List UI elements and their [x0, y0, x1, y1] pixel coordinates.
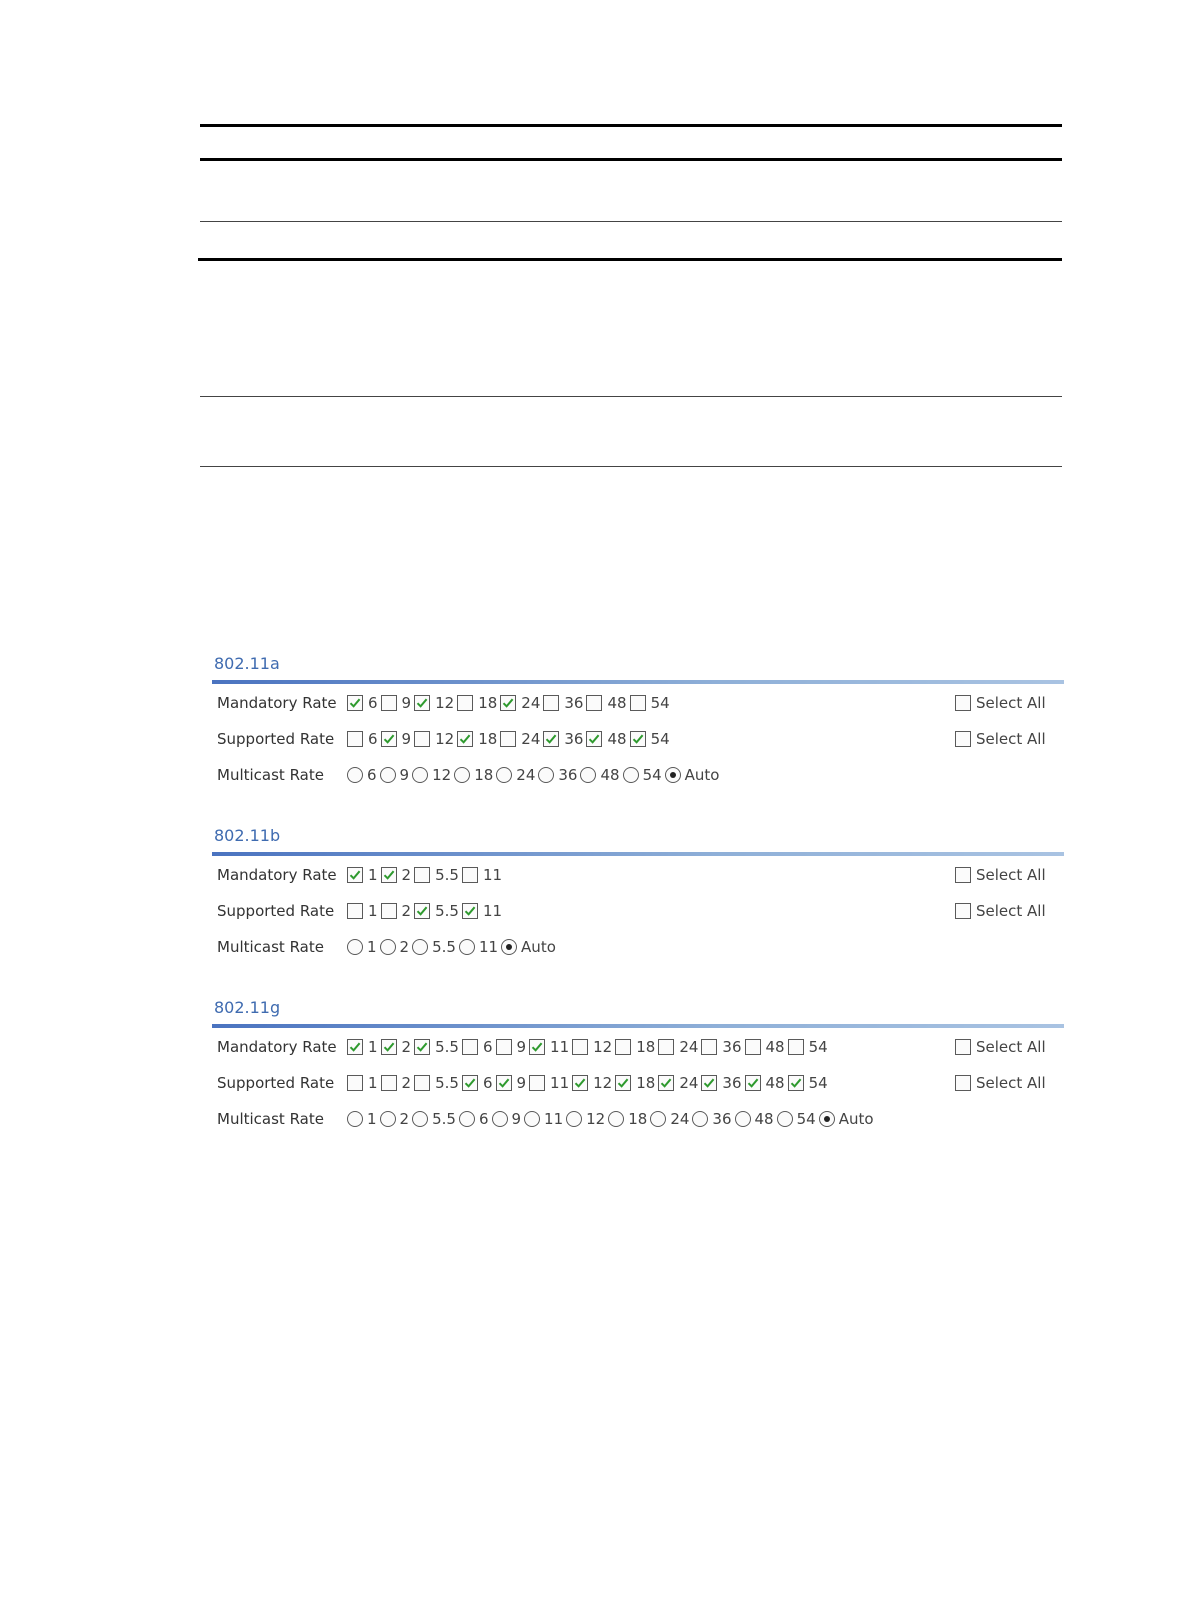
rate-option-label: 54: [650, 694, 670, 712]
multicast-option-label: 1: [367, 1110, 377, 1128]
rate-option-label: 54: [808, 1074, 828, 1092]
multicast-option-54[interactable]: [623, 766, 662, 784]
select-all-mandatory[interactable]: [955, 694, 1046, 712]
multicast-option-5-5[interactable]: [412, 1110, 456, 1128]
rate-option-label: 12: [593, 1074, 613, 1092]
table-2-bottom-rule: [200, 466, 1062, 467]
rate-option-36[interactable]: [543, 694, 583, 712]
checkbox-checked[interactable]: [500, 695, 516, 711]
rate-option-label: 1: [368, 902, 378, 920]
multicast-option-label: 36: [558, 766, 578, 784]
mandatory-rate-row: [212, 692, 1064, 720]
mandatory-rate-options: [347, 1038, 831, 1056]
checkbox-unchecked[interactable]: [347, 903, 363, 919]
radio-unselected[interactable]: [380, 1111, 396, 1127]
rate-option-label: 6: [368, 730, 378, 748]
rate-option-label: 54: [808, 1038, 828, 1056]
rate-option-18[interactable]: [615, 1074, 655, 1092]
rate-option-1[interactable]: [347, 1074, 378, 1092]
radio-unselected[interactable]: [524, 1111, 540, 1127]
multicast-option-label: Auto: [838, 1110, 874, 1128]
rate-option-36[interactable]: [543, 730, 583, 748]
checkbox-checked[interactable]: [572, 1075, 588, 1091]
rate-option-label: 36: [722, 1038, 742, 1056]
select-all-supported[interactable]: [955, 1074, 1046, 1092]
checkbox-checked[interactable]: [615, 1075, 631, 1091]
rate-option-6[interactable]: [347, 730, 378, 748]
rate-option-5-5[interactable]: [414, 866, 459, 884]
multicast-option-label: 11: [478, 938, 499, 956]
select-all-supported[interactable]: [955, 730, 1046, 748]
select-all-label: Select All: [976, 1074, 1046, 1092]
radio-unselected[interactable]: [692, 1111, 708, 1127]
rate-section-80211g: [212, 998, 1064, 1138]
rate-option-label: 6: [482, 1074, 493, 1092]
multicast-option-label: 11: [544, 1110, 564, 1128]
section-title: 802.11b: [214, 826, 281, 845]
checkbox-unchecked[interactable]: [955, 903, 971, 919]
rate-option-label: 9: [401, 694, 412, 712]
rate-option-label: 1: [368, 1038, 378, 1056]
checkbox-unchecked[interactable]: [658, 1039, 674, 1055]
rate-option-label: 5.5: [435, 866, 459, 884]
radio-unselected[interactable]: [459, 939, 475, 955]
checkbox-checked[interactable]: [630, 731, 646, 747]
radio-selected[interactable]: [501, 939, 517, 955]
rate-option-5-5[interactable]: [414, 1074, 459, 1092]
supported-rate-options: [347, 730, 673, 748]
multicast-option-11[interactable]: [524, 1110, 563, 1128]
multicast-option-label: Auto: [684, 766, 720, 784]
rate-option-label: 12: [435, 730, 455, 748]
multicast-option-48[interactable]: [580, 766, 619, 784]
checkbox-checked[interactable]: [347, 695, 363, 711]
rate-option-label: 18: [478, 730, 498, 748]
radio-unselected[interactable]: [623, 767, 639, 783]
rate-option-36[interactable]: [701, 1038, 741, 1056]
radio-unselected[interactable]: [777, 1111, 793, 1127]
rate-option-36[interactable]: [701, 1074, 741, 1092]
select-all-label: Select All: [976, 694, 1046, 712]
rate-option-24[interactable]: [658, 1038, 698, 1056]
section-title: 802.11g: [214, 998, 281, 1017]
rate-option-18[interactable]: [457, 694, 497, 712]
checkbox-unchecked[interactable]: [414, 731, 430, 747]
multicast-option-label: Auto: [521, 938, 556, 956]
rate-option-6[interactable]: [462, 1074, 493, 1092]
checkbox-unchecked[interactable]: [745, 1039, 761, 1055]
radio-unselected[interactable]: [566, 1111, 582, 1127]
checkbox-unchecked[interactable]: [615, 1039, 631, 1055]
radio-unselected[interactable]: [735, 1111, 751, 1127]
checkbox-unchecked[interactable]: [955, 867, 971, 883]
multicast-option-12[interactable]: [566, 1110, 605, 1128]
multicast-option-label: 36: [712, 1110, 732, 1128]
radio-unselected[interactable]: [608, 1111, 624, 1127]
radio-unselected[interactable]: [380, 767, 396, 783]
rate-option-label: 48: [607, 730, 627, 748]
rate-option-label: 9: [401, 730, 412, 748]
rate-option-label: 24: [679, 1038, 699, 1056]
rate-option-48[interactable]: [745, 1074, 785, 1092]
rate-option-2[interactable]: [381, 902, 412, 920]
checkbox-unchecked[interactable]: [955, 1075, 971, 1091]
checkbox-unchecked[interactable]: [630, 695, 646, 711]
rate-section-80211a: [212, 654, 1064, 794]
checkbox-unchecked[interactable]: [414, 1075, 430, 1091]
radio-unselected[interactable]: [492, 1111, 508, 1127]
checkbox-checked[interactable]: [414, 903, 430, 919]
rate-option-11[interactable]: [529, 1074, 569, 1092]
multicast-option-label: 1: [367, 938, 377, 956]
table-row-divider: [200, 221, 1062, 222]
rate-option-6[interactable]: [347, 694, 378, 712]
multicast-option-36[interactable]: [692, 1110, 731, 1128]
select-all-supported[interactable]: [955, 902, 1046, 920]
rate-option-1[interactable]: [347, 866, 378, 884]
checkbox-unchecked[interactable]: [701, 1039, 717, 1055]
multicast-option-2[interactable]: [380, 1110, 410, 1128]
rate-option-label: 11: [482, 866, 503, 884]
table-2-top-rule: [200, 396, 1062, 397]
rate-option-label: 11: [550, 1074, 570, 1092]
rate-option-12[interactable]: [414, 730, 454, 748]
checkbox-checked[interactable]: [381, 731, 397, 747]
multicast-option-24[interactable]: [650, 1110, 689, 1128]
rate-option-12[interactable]: [572, 1038, 612, 1056]
rate-option-48[interactable]: [745, 1038, 785, 1056]
rate-option-11[interactable]: [529, 1038, 569, 1056]
mandatory-rate-options: [347, 694, 673, 712]
rate-option-5-5[interactable]: [414, 902, 459, 920]
rate-option-48[interactable]: [586, 730, 626, 748]
mandatory-rate-label: Mandatory Rate: [217, 866, 337, 884]
radio-unselected[interactable]: [538, 767, 554, 783]
mandatory-rate-row: [212, 864, 1064, 892]
radio-unselected[interactable]: [412, 1111, 428, 1127]
select-all-mandatory[interactable]: [955, 1038, 1046, 1056]
rate-option-54[interactable]: [788, 1074, 828, 1092]
rate-section-80211b: [212, 826, 1064, 966]
radio-unselected[interactable]: [347, 1111, 363, 1127]
checkbox-unchecked[interactable]: [347, 731, 363, 747]
multicast-option-label: 2: [399, 1110, 410, 1128]
rate-option-11[interactable]: [462, 902, 502, 920]
multicast-option-6[interactable]: [459, 1110, 489, 1128]
rate-option-label: 18: [636, 1038, 656, 1056]
rate-option-54[interactable]: [630, 730, 670, 748]
mandatory-rate-label: Mandatory Rate: [217, 694, 337, 712]
supported-rate-label: Supported Rate: [217, 730, 335, 748]
rate-option-12[interactable]: [572, 1074, 612, 1092]
multicast-rate-options: [347, 766, 722, 784]
rate-option-24[interactable]: [500, 694, 540, 712]
multicast-option-18[interactable]: [608, 1110, 647, 1128]
rate-option-label: 24: [679, 1074, 699, 1092]
checkbox-unchecked[interactable]: [788, 1039, 804, 1055]
multicast-option-label: 24: [670, 1110, 690, 1128]
checkbox-checked[interactable]: [658, 1075, 674, 1091]
multicast-rate-options: [347, 1110, 877, 1128]
rate-option-24[interactable]: [500, 730, 540, 748]
multicast-option-label: 2: [399, 938, 410, 956]
radio-unselected[interactable]: [496, 767, 512, 783]
checkbox-unchecked[interactable]: [381, 903, 397, 919]
rate-option-label: 36: [564, 730, 584, 748]
multicast-option-label: 9: [511, 1110, 522, 1128]
checkbox-unchecked[interactable]: [572, 1039, 588, 1055]
checkbox-checked[interactable]: [586, 731, 602, 747]
rate-option-9[interactable]: [381, 694, 412, 712]
multicast-rate-row: [212, 764, 1064, 792]
rate-option-label: 11: [482, 902, 503, 920]
multicast-option-18[interactable]: [454, 766, 493, 784]
rate-option-label: 5.5: [435, 1074, 459, 1092]
supported-rate-row: [212, 900, 1064, 928]
radio-unselected[interactable]: [650, 1111, 666, 1127]
multicast-option-48[interactable]: [735, 1110, 774, 1128]
rate-option-label: 5.5: [435, 1038, 459, 1056]
rate-option-label: 12: [435, 694, 455, 712]
checkbox-unchecked[interactable]: [457, 695, 473, 711]
select-all-mandatory[interactable]: [955, 866, 1046, 884]
checkbox-unchecked[interactable]: [496, 1039, 512, 1055]
section-divider-bar: [212, 1024, 1064, 1028]
multicast-option-label: 6: [478, 1110, 489, 1128]
multicast-option-1[interactable]: [347, 938, 377, 956]
checkbox-unchecked[interactable]: [381, 1075, 397, 1091]
rate-option-label: 9: [516, 1074, 527, 1092]
checkbox-checked[interactable]: [543, 731, 559, 747]
checkbox-unchecked[interactable]: [955, 695, 971, 711]
rate-option-label: 54: [650, 730, 670, 748]
section-divider-bar: [212, 680, 1064, 684]
checkbox-unchecked[interactable]: [586, 695, 602, 711]
checkbox-checked[interactable]: [347, 867, 363, 883]
rate-option-2[interactable]: [381, 866, 412, 884]
rate-option-9[interactable]: [381, 730, 412, 748]
checkbox-checked[interactable]: [529, 1039, 545, 1055]
rate-option-label: 2: [401, 1038, 412, 1056]
checkbox-checked[interactable]: [701, 1075, 717, 1091]
supported-rate-label: Supported Rate: [217, 1074, 335, 1092]
radio-selected[interactable]: [665, 767, 681, 783]
rate-option-label: 36: [722, 1074, 742, 1092]
multicast-option-24[interactable]: [496, 766, 535, 784]
radio-unselected[interactable]: [580, 767, 596, 783]
checkbox-unchecked[interactable]: [347, 1075, 363, 1091]
mandatory-rate-label: Mandatory Rate: [217, 1038, 337, 1056]
multicast-option-label: 48: [600, 766, 620, 784]
rate-option-18[interactable]: [615, 1038, 655, 1056]
select-all-label: Select All: [976, 730, 1046, 748]
multicast-option-54[interactable]: [777, 1110, 816, 1128]
mandatory-rate-options: [347, 866, 505, 884]
checkbox-checked[interactable]: [457, 731, 473, 747]
rate-option-1[interactable]: [347, 1038, 378, 1056]
rate-option-9[interactable]: [496, 1038, 527, 1056]
radio-unselected[interactable]: [347, 939, 363, 955]
table-header-rule: [200, 158, 1062, 161]
select-all-label: Select All: [976, 902, 1046, 920]
rate-option-label: 48: [765, 1038, 785, 1056]
checkbox-checked[interactable]: [381, 1039, 397, 1055]
rate-option-label: 5.5: [435, 902, 459, 920]
radio-unselected[interactable]: [454, 767, 470, 783]
checkbox-unchecked[interactable]: [543, 695, 559, 711]
supported-rate-label: Supported Rate: [217, 902, 335, 920]
multicast-option-label: 12: [586, 1110, 606, 1128]
checkbox-unchecked[interactable]: [414, 867, 430, 883]
multicast-option-label: 54: [796, 1110, 816, 1128]
rate-option-label: 6: [368, 694, 378, 712]
checkbox-unchecked[interactable]: [955, 1039, 971, 1055]
multicast-option-label: 18: [474, 766, 494, 784]
multicast-rate-row: [212, 1108, 1064, 1136]
multicast-option-11[interactable]: [459, 938, 498, 956]
rate-option-2[interactable]: [381, 1074, 412, 1092]
rate-option-6[interactable]: [462, 1038, 493, 1056]
checkbox-unchecked[interactable]: [381, 695, 397, 711]
checkbox-unchecked[interactable]: [955, 731, 971, 747]
rate-option-label: 6: [482, 1038, 493, 1056]
rate-option-label: 48: [765, 1074, 785, 1092]
rate-option-label: 48: [607, 694, 627, 712]
multicast-option-12[interactable]: [412, 766, 451, 784]
multicast-option-auto[interactable]: [665, 766, 720, 784]
table-top-rule: [200, 124, 1062, 127]
checkbox-checked[interactable]: [414, 695, 430, 711]
rate-option-5-5[interactable]: [414, 1038, 459, 1056]
rate-option-48[interactable]: [586, 694, 626, 712]
multicast-option-label: 24: [516, 766, 536, 784]
rate-option-label: 12: [593, 1038, 613, 1056]
checkbox-unchecked[interactable]: [462, 867, 478, 883]
rate-option-label: 11: [550, 1038, 570, 1056]
checkbox-checked[interactable]: [462, 1075, 478, 1091]
rate-option-12[interactable]: [414, 694, 454, 712]
section-divider-bar: [212, 852, 1064, 856]
multicast-option-label: 54: [642, 766, 662, 784]
radio-dot: [506, 944, 512, 950]
rate-option-label: 24: [521, 730, 541, 748]
rate-option-54[interactable]: [788, 1038, 828, 1056]
rate-option-24[interactable]: [658, 1074, 698, 1092]
multicast-option-1[interactable]: [347, 1110, 377, 1128]
radio-dot: [824, 1116, 830, 1122]
checkbox-unchecked[interactable]: [500, 731, 516, 747]
mandatory-rate-row: [212, 1036, 1064, 1064]
rate-option-1[interactable]: [347, 902, 378, 920]
rate-option-label: 2: [401, 866, 412, 884]
multicast-rate-label: Multicast Rate: [217, 766, 324, 784]
multicast-rate-row: [212, 936, 1064, 964]
select-all-label: Select All: [976, 1038, 1046, 1056]
multicast-option-9[interactable]: [380, 766, 410, 784]
rate-option-label: 36: [564, 694, 584, 712]
multicast-option-label: 48: [754, 1110, 774, 1128]
rate-option-18[interactable]: [457, 730, 497, 748]
supported-rate-options: [347, 1074, 831, 1092]
multicast-option-label: 5.5: [432, 938, 456, 956]
checkbox-checked[interactable]: [496, 1075, 512, 1091]
multicast-option-label: 18: [628, 1110, 648, 1128]
rate-option-54[interactable]: [630, 694, 670, 712]
radio-selected[interactable]: [819, 1111, 835, 1127]
checkbox-checked[interactable]: [347, 1039, 363, 1055]
checkbox-unchecked[interactable]: [462, 1039, 478, 1055]
multicast-option-label: 6: [367, 766, 377, 784]
select-all-label: Select All: [976, 866, 1046, 884]
multicast-rate-label: Multicast Rate: [217, 938, 324, 956]
multicast-option-label: 5.5: [432, 1110, 456, 1128]
rate-option-label: 18: [636, 1074, 656, 1092]
multicast-option-36[interactable]: [538, 766, 577, 784]
supported-rate-row: [212, 1072, 1064, 1100]
radio-unselected[interactable]: [412, 939, 428, 955]
table-bottom-rule: [198, 258, 1062, 261]
multicast-option-label: 12: [432, 766, 452, 784]
radio-unselected[interactable]: [412, 767, 428, 783]
radio-dot: [670, 772, 676, 778]
checkbox-checked[interactable]: [414, 1039, 430, 1055]
supported-rate-options: [347, 902, 505, 920]
rate-option-label: 2: [401, 902, 412, 920]
rate-option-9[interactable]: [496, 1074, 527, 1092]
multicast-option-auto[interactable]: [819, 1110, 874, 1128]
multicast-option-2[interactable]: [380, 938, 410, 956]
rate-option-label: 24: [521, 694, 541, 712]
checkbox-checked[interactable]: [462, 903, 478, 919]
multicast-rate-options: [347, 938, 559, 956]
rate-option-label: 1: [368, 1074, 378, 1092]
checkbox-checked[interactable]: [381, 867, 397, 883]
radio-unselected[interactable]: [459, 1111, 475, 1127]
multicast-rate-label: Multicast Rate: [217, 1110, 324, 1128]
multicast-option-label: 9: [399, 766, 410, 784]
radio-unselected[interactable]: [380, 939, 396, 955]
radio-unselected[interactable]: [347, 767, 363, 783]
rate-option-label: 2: [401, 1074, 412, 1092]
multicast-option-5-5[interactable]: [412, 938, 456, 956]
multicast-option-auto[interactable]: [501, 938, 556, 956]
rate-option-11[interactable]: [462, 866, 502, 884]
multicast-option-9[interactable]: [492, 1110, 522, 1128]
rate-option-2[interactable]: [381, 1038, 412, 1056]
checkbox-unchecked[interactable]: [529, 1075, 545, 1091]
supported-rate-row: [212, 728, 1064, 756]
checkbox-checked[interactable]: [788, 1075, 804, 1091]
rate-option-label: 9: [516, 1038, 527, 1056]
rate-option-label: 18: [478, 694, 498, 712]
checkbox-checked[interactable]: [745, 1075, 761, 1091]
section-title: 802.11a: [214, 654, 280, 673]
rate-option-label: 1: [368, 866, 378, 884]
multicast-option-6[interactable]: [347, 766, 377, 784]
